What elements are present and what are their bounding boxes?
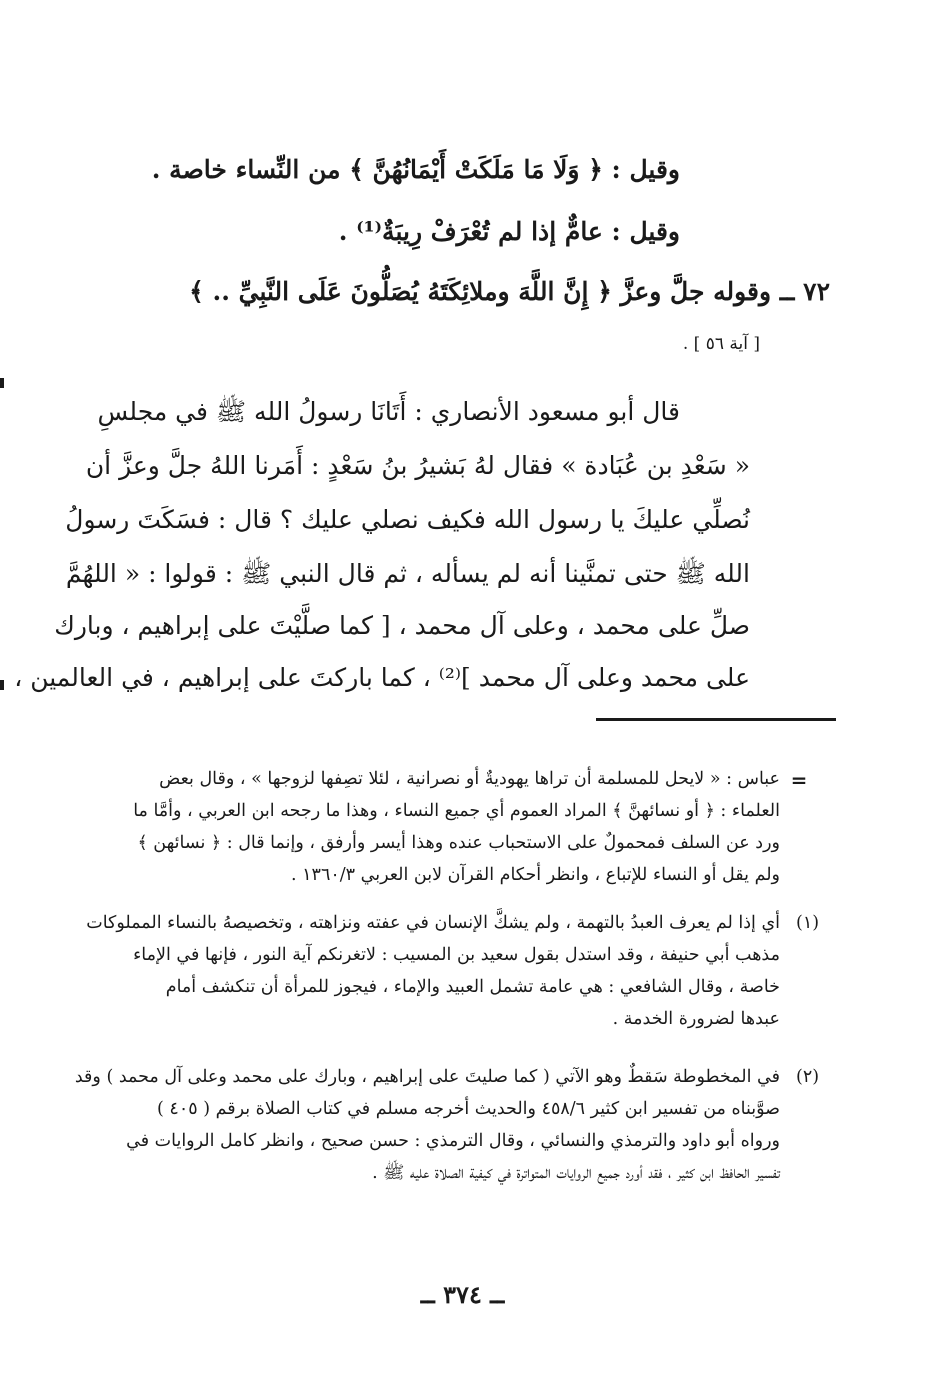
text-line-wa-qil-1: وقيل : ﴿ وَلَا مَا مَلَكَتْ أَيْمَانُهُنَّ ﴾ من النِّساء خاصة . — [151, 155, 680, 184]
scan-edge-mark — [0, 680, 4, 690]
paragraph-line-4: الله ﷺ حتى تمنَّينا أنه لم يسأله ، ثم قال النبي ﷺ : قولوا : « اللهُمَّ — [65, 559, 750, 588]
footnote-2-line-1: في المخطوطة سَقطٌ وهو الآتي ( كما صليتَ على إبراهيم ، وبارك على محمد وعلى آل محمد ) وقد — [74, 1067, 780, 1087]
paragraph-line-6: على محمد وعلى آل محمد ]⁽²⁾ ، كما باركتَ على إبراهيم ، في العالمين ، — [14, 663, 750, 692]
footnote-separator — [596, 718, 836, 721]
footnote-2-line-2: صوَّبناه من تفسير ابن كثير ٤٥٨/٦ والحديث أخرجه مسلم في كتاب الصلاة برقم ( ٤٠٥ ) — [157, 1099, 780, 1119]
text-line-wa-qil-2: وقيل : عامٌّ إذا لم تُعْرَفْ رِيبَةٌ⁽¹⁾ . — [338, 217, 680, 246]
footnote-number-1: (١) — [796, 913, 820, 933]
footnote-continued-line-1: عباس : « لايحل للمسلمة أن تراها يهوديةٌ أو نصرانية ، لئلا تصِفها لزوجها » ، وقال بعض — [159, 769, 780, 789]
footnote-number-2: (٢) — [796, 1067, 820, 1087]
footnote-continued-line-4: ولم يقل أو النساء للإتباع ، وانظر أحكام القرآن لابن العربي ١٣٦٠/٣ . — [291, 865, 780, 885]
text-line-verse-heading: ٧٢ ــ وقوله جلَّ وعزَّ ﴿ إِنَّ اللَّهَ وملائِكَتَهُ يُصَلُّونَ عَلَى النَّبِيِّ .. ﴾ — [189, 277, 830, 306]
footnote-continued-line-3: ورد عن السلف فمحمولٌ على الاستحباب عنده وهذا أيسر وأرفق ، وإنما قال : ﴿ نسائهن ﴾ — [137, 833, 780, 853]
footnote-1-line-2: مذهب أبي حنيفة ، وقد استدل بقول سعيد بن المسيب : لاتغرنكم آية النور ، فإنها في الإماء — [133, 945, 780, 965]
page-number: ــ ٣٧٤ ــ — [420, 1280, 505, 1309]
paragraph-line-2: « سَعْدِ بن عُبَادة » فقال لهُ بَشيرُ بنُ سَعْدٍ : أَمَرنا اللهُ جلَّ وعزَّ أن — [85, 451, 750, 480]
paragraph-line-3: نُصلِّي عليكَ يا رسول الله فكيف نصلي عليك ؟ قال : فسَكَتَ رسولُ — [65, 505, 750, 534]
continuation-mark: = — [790, 768, 808, 792]
footnote-continued-line-2: العلماء : ﴿ أو نسائهنَّ ﴾ المراد العموم أي جميع النساء ، وهذا ما رجحه ابن العربي ، وأمَّا ما — [133, 801, 780, 821]
footnote-2-line-4: تفسير الحافظ ابن كثير ، فقد أورد جميع الروايات المتواترة في كيفية الصلاة عليه ﷺ . — [372, 1163, 780, 1183]
footnote-1-line-4: عبدها لضرورة الخدمة . — [612, 1009, 780, 1029]
footnote-1-line-1: أي إذا لم يعرف العبدُ بالتهمة ، ولم يشكَّ الإنسان في عفته ونزاهته ، وتخصيصهُ بالنساء المملوكات — [86, 913, 780, 933]
text-line-ayah-reference: [ آية ٥٦ ] . — [682, 334, 760, 354]
footnote-2-line-3: ورواه أبو داود والترمذي والنسائي ، وقال الترمذي : حسن صحيح ، وانظر كامل الروايات في — [126, 1131, 780, 1151]
scan-edge-mark — [0, 378, 4, 388]
footnote-1-line-3: خاصة ، وقال الشافعي : هي عامة تشمل العبيد والإماء ، فيجوز للمرأة أن تنكشف أمام — [165, 977, 780, 997]
paragraph-line-1: قال أبو مسعود الأنصاري : أَتَانَا رسولُ الله ﷺ في مجلسِ — [97, 397, 680, 426]
paragraph-line-5: صلِّ على محمد ، وعلى آل محمد ، [ كما صلَّيْتَ على إبراهيم ، وبارك — [54, 611, 750, 640]
